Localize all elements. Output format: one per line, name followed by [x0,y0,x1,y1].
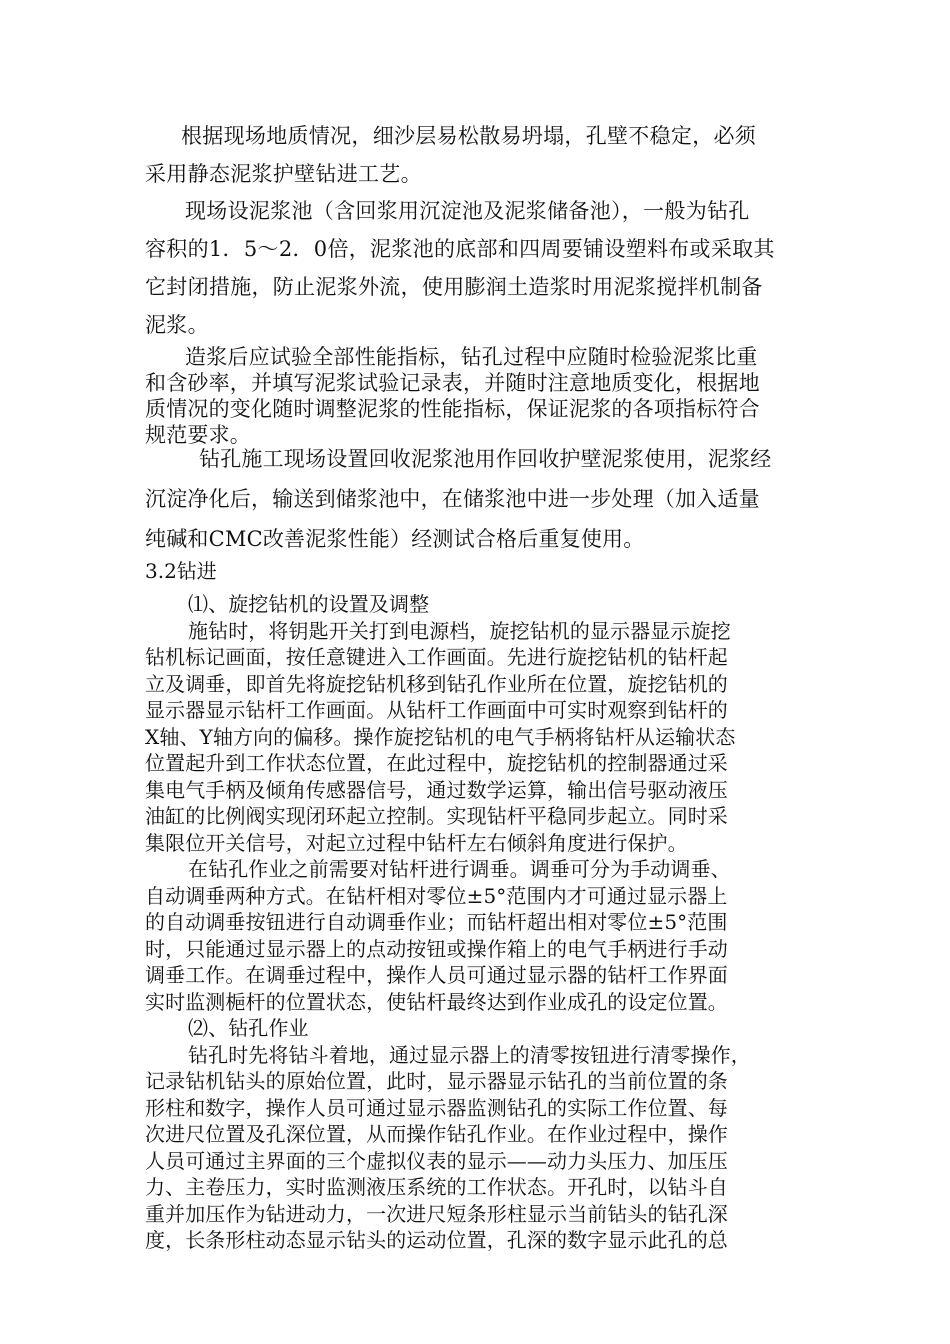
text-line: 记录钻机钻头的原始位置，此时，显示器显示钻孔的当前位置的条 [145,1069,728,1093]
subsection-title: ⑴、旋挖钻机的设置及调整 [188,592,430,616]
text-line: 自动调垂两种方式。在钻杆相对零位±5°范围内才可通过显示器上 [145,883,728,908]
subsection-title: ⑵、钻孔作业 [188,1016,309,1040]
text-line: 立及调垂，即首先将旋挖钻机移到钻孔作业所在位置，旋挖钻机的 [145,671,728,696]
text-line: 它封闭措施，防止泥浆外流，使用膨润土造浆时用泥浆搅拌机制备 [145,275,763,299]
paragraph-mud-recycle [145,439,810,559]
text-line: 根据现场地质情况，细沙层易松散易坍塌，孔壁不稳定，必须 [181,124,757,148]
text-line: 质情况的变化随时调整泥浆的性能指标，保证泥浆的各项指标符合 [145,397,760,421]
text-line: 钻孔时先将钻斗着地，通过显示器上的清零按钮进行清零操作， [188,1042,751,1067]
text-line: 容积的1．5～2．0倍，泥浆池的底部和四周要铺设塑料布或采取其 [145,237,775,261]
section-drilling [145,591,810,1254]
text-line: 采用静态泥浆护壁钻进工艺。 [145,162,422,186]
text-line: 显示器显示钻杆工作画面。从钻杆工作画面中可实时观察到钻杆的 [145,698,728,722]
text-line: 钻孔施工现场设置回收泥浆池用作回收护壁泥浆使用，泥浆经 [199,447,772,471]
text-line: 形柱和数字，操作人员可通过显示器监测钻孔的实际工作位置、每 [145,1095,728,1120]
text-line: X轴、Y轴方向的偏移。操作旋挖钻机的电气手柄将钻杆从运输状态 [145,724,736,749]
text-line: 规范要求。 [145,423,251,447]
text-line: 纯碱和CMC改善泥浆性能）经测试合格后重复使用。 [145,527,645,551]
text-line: 重并加压作为钻进动力，一次进尺短条形柱显示当前钻头的钻孔深 [145,1201,728,1226]
paragraph-mud-testing [145,344,810,448]
section-heading [145,553,810,589]
text-line: 人员可通过主界面的三个虚拟仪表的显示——动力头压力、加压压 [145,1148,728,1173]
text-line: 次进尺位置及孔深位置，从而操作钻孔作业。在作业过程中，操作 [145,1122,728,1146]
text-line: 调垂工作。在调垂过程中，操作人员可通过显示器的钻杆工作界面 [145,963,728,987]
text-line: 集电气手柄及倾角传感器信号，通过数学运算，输出信号驱动液压 [145,777,728,802]
paragraph-mud-process [145,117,810,193]
paragraph-mud-pool [145,192,810,344]
text-line: 位置起升到工作状态位置，在此过程中，旋挖钻机的控制器通过采 [145,751,728,775]
text-line: 时，只能通过显示器上的点动按钮或操作箱上的电气手柄进行手动 [145,936,728,961]
text-line: 力、主卷压力，实时监测液压系统的工作状态。开孔时，以钻斗自 [145,1175,728,1199]
text-line: 现场设泥浆池（含回浆用沉淀池及泥浆储备池），一般为钻孔 [185,199,750,223]
text-line: 泥浆。 [145,313,209,337]
text-line: 度，长条形柱动态显示钻头的运动位置，孔深的数字显示此孔的总 [145,1228,728,1252]
text-line: 沉淀净化后，输送到储浆池中，在储浆池中进一步处理（加入适量 [145,487,760,511]
section-title: 3.2钻进 [145,559,217,583]
text-line: 钻机标记画面，按任意键进入工作画面。先进行旋挖钻机的钻杆起 [145,645,728,669]
text-line: 造浆后应试验全部性能指标，钻孔过程中应随时检验泥浆比重 [185,345,758,369]
text-line: 的自动调垂按钮进行自动调垂作业；而钻杆超出相对零位±5°范围 [145,910,728,934]
text-line: 施钻时，将钥匙开关打到电源档，旋挖钻机的显示器显示旋挖 [188,618,731,643]
text-line: 和含砂率，并填写泥浆试验记录表，并随时注意地质变化，根据地 [145,371,760,395]
text-line: 在钻孔作业之前需要对钻杆进行调垂。调垂可分为手动调垂、 [188,857,731,881]
text-line: 实时监测梔杆的位置状态，使钻杆最终达到作业成孔的设定位置。 [145,989,728,1014]
text-line: 油缸的比例阀实现闭环起立控制。实现钻杆平稳同步起立。同时采 [145,804,728,828]
text-line: 集限位开关信号，对起立过程中钻杆左右倾斜角度进行保护。 [145,830,688,855]
